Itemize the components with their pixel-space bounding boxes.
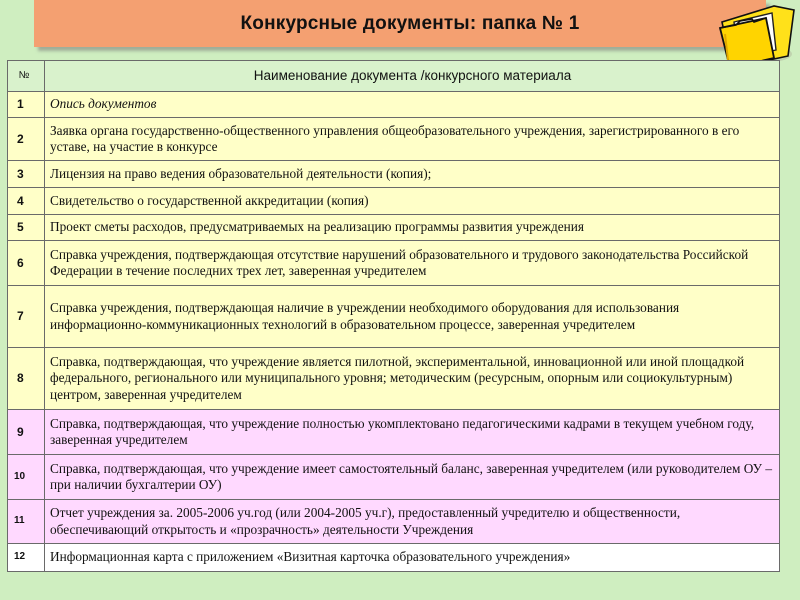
table-row (8, 92, 780, 118)
header-name: Наименование документа /конкурсного материала (45, 61, 780, 92)
row-text: Справка, подтверждающая, что учреждение имеет самостоятельный баланс, заверенная учредителем (или руководителем ОУ – при наличии бухгалтерии ОУ) (45, 455, 780, 500)
row-num: 7 (8, 286, 45, 348)
row-text: Проект сметы расходов, предусматриваемых на реализацию программы развития учреждения (45, 215, 780, 241)
row-num: 2 (8, 118, 45, 161)
table-row (8, 544, 780, 572)
table-row (8, 410, 780, 455)
row-text: Лицензия на право ведения образовательной деятельности (копия); (45, 161, 780, 188)
table-row (8, 188, 780, 215)
row-num: 9 (8, 410, 45, 455)
row-text: Справка, подтверждающая, что учреждение является пилотной, экспериментальной, инновационной или иной площадкой федерального, регионального или муниципального уровня; методическим (ресурсным, опорным или социокультурным) центром, заверенная учредителем (45, 348, 780, 410)
table-row (8, 500, 780, 544)
table-row (8, 161, 780, 188)
row-num: 4 (8, 188, 45, 215)
row-text: Опись документов (45, 92, 780, 118)
table-header (8, 61, 780, 92)
row-num: 10 (8, 455, 45, 500)
documents-table (7, 60, 780, 572)
row-text: Справка, подтверждающая, что учреждение полностью укомплектовано педагогическими кадрами в текущем учебном году, заверенная учредителем (45, 410, 780, 455)
row-text: Справка учреждения, подтверждающая наличие в учреждении необходимого оборудования для использования информационно-коммуникационных технологий в образовательном процессе, заверенная учредителем (45, 286, 780, 348)
row-text: Отчет учреждения за. 2005-2006 уч.год (или 2004-2005 уч.г), предоставленный учредителю и общественности, обеспечивающий открытость и «прозрачность» деятельности Учреждения (45, 500, 780, 544)
table-row (8, 348, 780, 410)
table-row (8, 455, 780, 500)
row-text: Справка учреждения, подтверждающая отсутствие нарушений образовательного и трудового законодательства Российской Федерации в течение последних трех лет, заверенная учредителем (45, 241, 780, 286)
row-num: 11 (8, 500, 45, 544)
row-num: 3 (8, 161, 45, 188)
row-num: 1 (8, 92, 45, 118)
page-title: Конкурсные документы: папка № 1 (240, 12, 580, 34)
row-text: Информационная карта с приложением «Визитная карточка образовательного учреждения» (45, 544, 780, 572)
title-bar (34, 0, 766, 47)
row-text: Свидетельство о государственной аккредитации (копия) (45, 188, 780, 215)
table-row (8, 241, 780, 286)
row-num: 6 (8, 241, 45, 286)
table-row (8, 118, 780, 161)
row-text: Заявка органа государственно-общественного управления общеобразовательного учреждения, зарегистрированного в его уставе, на участие в конкурсе (45, 118, 780, 161)
table-row (8, 286, 780, 348)
row-num: 8 (8, 348, 45, 410)
header-num: № (8, 61, 45, 92)
row-num: 12 (8, 544, 45, 572)
row-num: 5 (8, 215, 45, 241)
table-row (8, 215, 780, 241)
